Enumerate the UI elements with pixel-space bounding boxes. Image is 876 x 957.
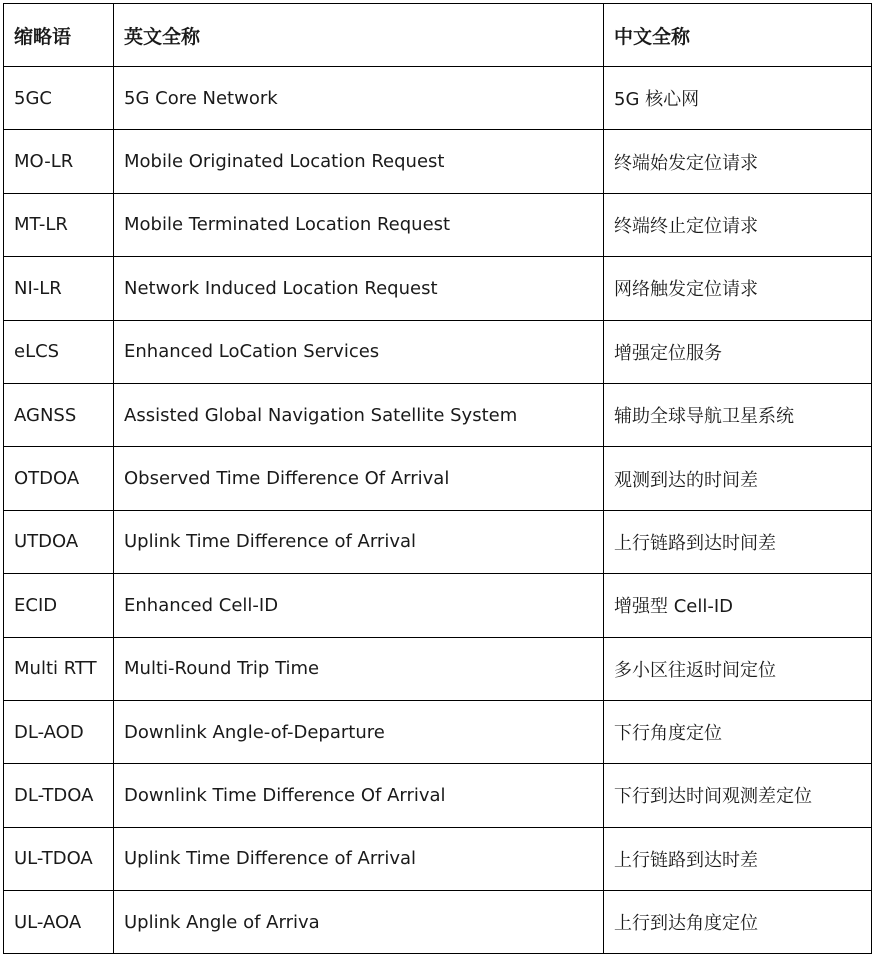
- cell-english-name: Mobile Terminated Location Request: [114, 193, 604, 256]
- cell-abbreviation: AGNSS: [4, 383, 114, 446]
- table-body: [4, 67, 872, 954]
- table-header: [4, 4, 872, 67]
- abbreviation-table: [3, 3, 872, 954]
- cell-abbreviation: Multi RTT: [4, 637, 114, 700]
- cell-english-name: Downlink Time Difference Of Arrival: [114, 764, 604, 827]
- table-row: [4, 574, 872, 637]
- cell-english-name: Uplink Time Difference of Arrival: [114, 827, 604, 890]
- table-row: [4, 130, 872, 193]
- cell-english-name: Mobile Originated Location Request: [114, 130, 604, 193]
- table-row: [4, 637, 872, 700]
- cell-chinese-name: 上行到达角度定位: [604, 891, 872, 954]
- cell-english-name: Assisted Global Navigation Satellite System: [114, 383, 604, 446]
- table-row: [4, 700, 872, 763]
- cell-abbreviation: ECID: [4, 574, 114, 637]
- cell-english-name: 5G Core Network: [114, 67, 604, 130]
- table-row: [4, 447, 872, 510]
- cell-english-name: Enhanced Cell-ID: [114, 574, 604, 637]
- header-chinese-full-name: 中文全称: [604, 4, 872, 67]
- cell-abbreviation: DL-TDOA: [4, 764, 114, 827]
- cell-chinese-name: 增强定位服务: [604, 320, 872, 383]
- cell-chinese-name: 增强型 Cell-ID: [604, 574, 872, 637]
- cell-abbreviation: eLCS: [4, 320, 114, 383]
- cell-chinese-name: 5G 核心网: [604, 67, 872, 130]
- cell-english-name: Network Induced Location Request: [114, 257, 604, 320]
- cell-chinese-name: 终端始发定位请求: [604, 130, 872, 193]
- header-row: [4, 4, 872, 67]
- cell-chinese-name: 网络触发定位请求: [604, 257, 872, 320]
- cell-chinese-name: 观测到达的时间差: [604, 447, 872, 510]
- cell-chinese-name: 终端终止定位请求: [604, 193, 872, 256]
- cell-abbreviation: NI-LR: [4, 257, 114, 320]
- table-row: [4, 257, 872, 320]
- header-english-full-name: 英文全称: [114, 4, 604, 67]
- cell-english-name: Downlink Angle-of-Departure: [114, 700, 604, 763]
- cell-abbreviation: UTDOA: [4, 510, 114, 573]
- table-row: [4, 320, 872, 383]
- cell-chinese-name: 下行到达时间观测差定位: [604, 764, 872, 827]
- cell-chinese-name: 上行链路到达时差: [604, 827, 872, 890]
- table-row: [4, 764, 872, 827]
- cell-english-name: Uplink Angle of Arriva: [114, 891, 604, 954]
- table-row: [4, 193, 872, 256]
- table-row: [4, 827, 872, 890]
- cell-abbreviation: 5GC: [4, 67, 114, 130]
- cell-chinese-name: 多小区往返时间定位: [604, 637, 872, 700]
- abbreviation-table-container: [3, 3, 872, 954]
- table-row: [4, 891, 872, 954]
- table-row: [4, 67, 872, 130]
- cell-abbreviation: UL-TDOA: [4, 827, 114, 890]
- cell-abbreviation: OTDOA: [4, 447, 114, 510]
- table-row: [4, 383, 872, 446]
- cell-abbreviation: MT-LR: [4, 193, 114, 256]
- cell-abbreviation: DL-AOD: [4, 700, 114, 763]
- header-abbreviation: 缩略语: [4, 4, 114, 67]
- cell-english-name: Uplink Time Difference of Arrival: [114, 510, 604, 573]
- cell-chinese-name: 下行角度定位: [604, 700, 872, 763]
- cell-chinese-name: 辅助全球导航卫星系统: [604, 383, 872, 446]
- cell-english-name: Enhanced LoCation Services: [114, 320, 604, 383]
- table-row: [4, 510, 872, 573]
- cell-english-name: Observed Time Difference Of Arrival: [114, 447, 604, 510]
- cell-abbreviation: MO-LR: [4, 130, 114, 193]
- cell-chinese-name: 上行链路到达时间差: [604, 510, 872, 573]
- cell-english-name: Multi-Round Trip Time: [114, 637, 604, 700]
- cell-abbreviation: UL-AOA: [4, 891, 114, 954]
